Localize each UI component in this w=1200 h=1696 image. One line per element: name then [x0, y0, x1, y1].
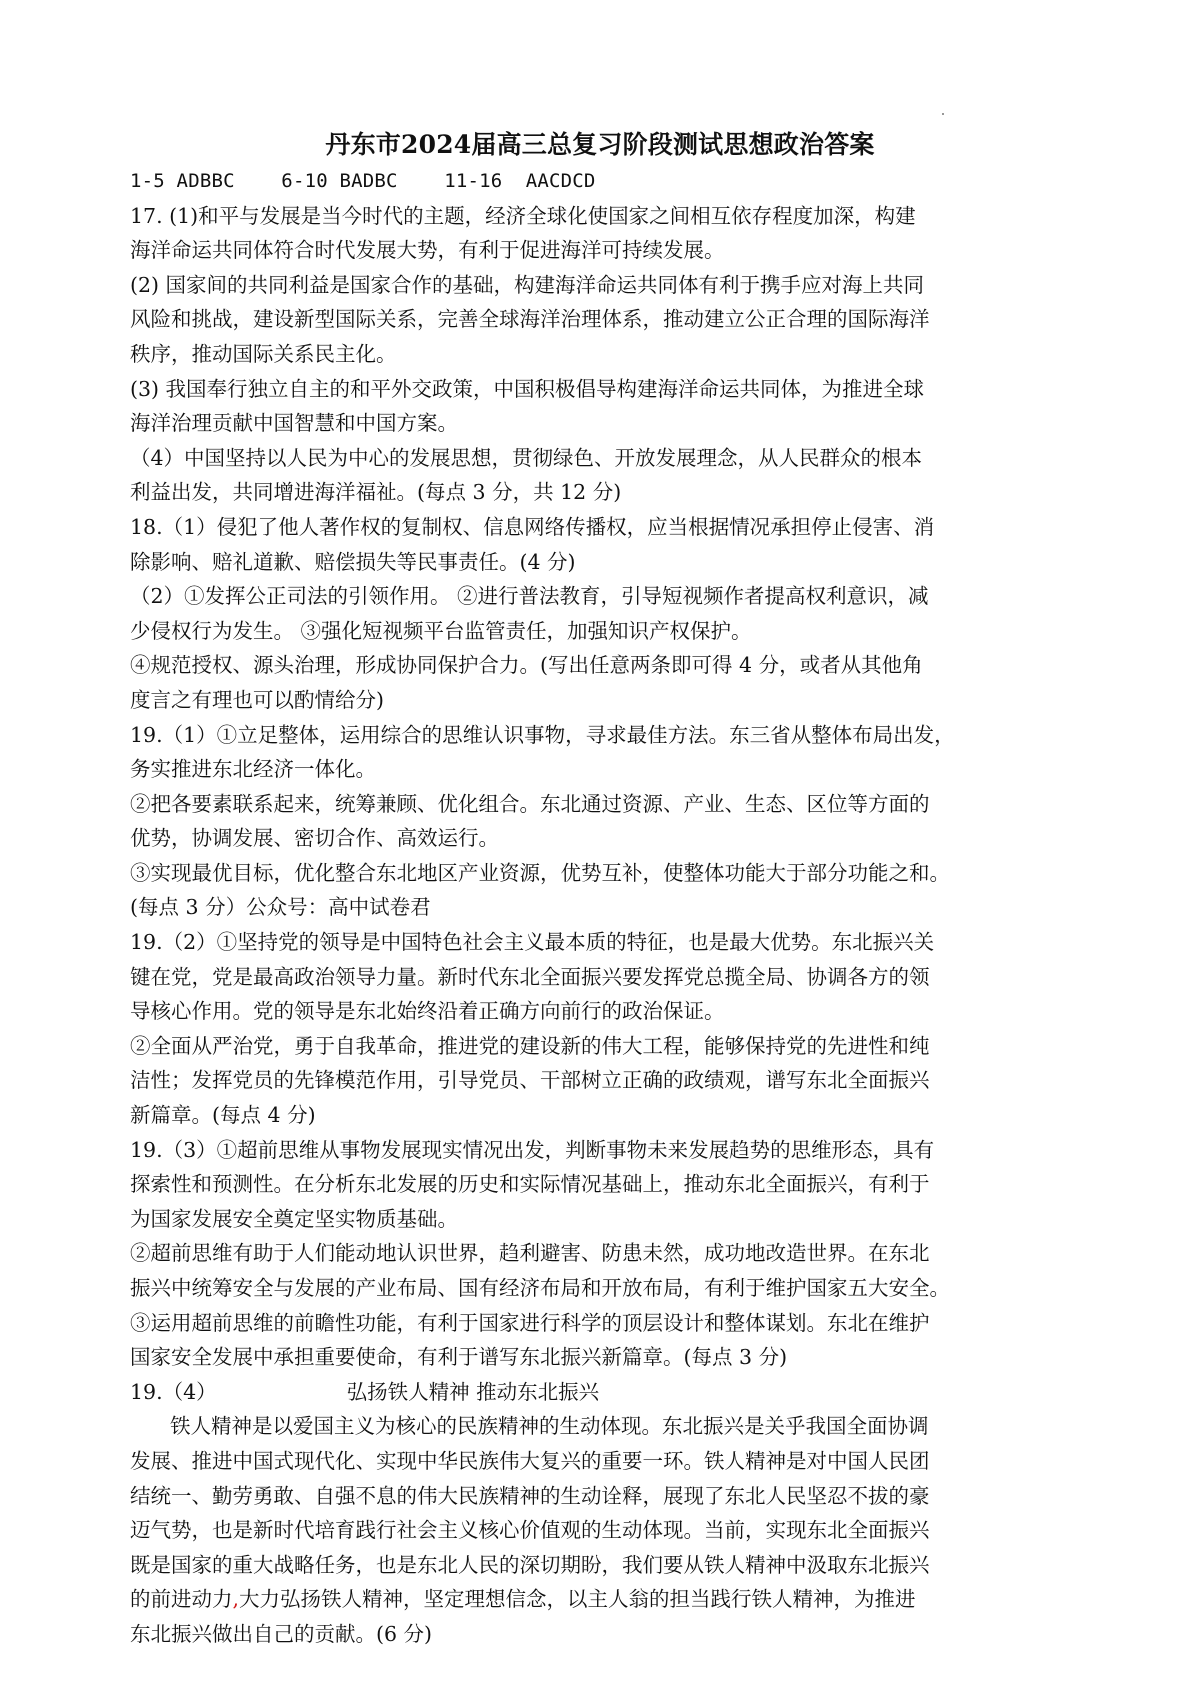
- essay-line: 东北振兴做出自己的贡献。(6 分): [130, 1621, 433, 1646]
- answer-line: 为国家发展安全奠定坚实物质基础。: [130, 1206, 458, 1231]
- essay-fragment: 的前进动力: [130, 1587, 233, 1612]
- answer-line: ③实现最优目标，优化整合东北地区产业资源，优势互补，使整体功能大于部分功能之和。: [130, 860, 950, 885]
- answer-line: 国家安全发展中承担重要使命，有利于谱写东北振兴新篇章。(每点 3 分): [130, 1345, 788, 1370]
- essay-label: 19.（4）: [130, 1379, 217, 1404]
- red-comma-mark: ,: [232, 1587, 240, 1612]
- answer-line: 少侵权行为发生。 ③强化短视频平台监管责任，加强知识产权保护。: [130, 618, 752, 643]
- answer-line: 19.（3）①超前思维从事物发展现实情况出发，判断事物未来发展趋势的思维形态，具有: [130, 1137, 935, 1162]
- answer-line: ③运用超前思维的前瞻性功能，有利于国家进行科学的顶层设计和整体谋划。东北在维护: [130, 1310, 930, 1335]
- answer-line: ②超前思维有助于人们能动地认识世界，趋利避害、防患未然，成功地改造世界。在东北: [130, 1241, 930, 1266]
- answer-line: ②把各要素联系起来，统筹兼顾、优化组合。东北通过资源、产业、生态、区位等方面的: [130, 791, 930, 816]
- answer-line: 度言之有理也可以酌情给分): [130, 687, 384, 712]
- answer-line: 风险和挑战，建设新型国际关系，完善全球海洋治理体系，推动建立公正合理的国际海洋: [130, 307, 930, 332]
- essay-heading: [130, 1375, 1082, 1410]
- answer-line: 18.（1）侵犯了他人著作权的复制权、信息网络传播权，应当根据情况承担停止侵害、消: [130, 514, 935, 539]
- essay-line: 铁人精神是以爱国主义为核心的民族精神的生动体现。东北振兴是关乎我国全面协调: [170, 1414, 929, 1439]
- essay-fragment: 大力弘扬铁人精神，坚定理想信念，以主人翁的担当践行铁人精神，为推进: [239, 1587, 916, 1612]
- answer-line: 17. (1)和平与发展是当今时代的主题，经济全球化使国家之间相互依存程度加深，构建: [130, 203, 916, 228]
- essay-line: 既是国家的重大战略任务，也是东北人民的深切期盼，我们要从铁人精神中汲取东北振兴: [130, 1552, 930, 1577]
- answer-line: （4）中国坚持以人民为中心的发展思想，贯彻绿色、开放发展理念，从人民群众的根本: [130, 445, 923, 470]
- answer-line: 海洋治理贡献中国智慧和中国方案。: [130, 411, 458, 436]
- scan-speck: [942, 113, 944, 115]
- essay-line: [130, 1582, 1082, 1617]
- answer-line: ④规范授权、源头治理，形成协同保护合力。(写出任意两条即可得 4 分，或者从其他角: [130, 653, 923, 678]
- page-title: 丹东市2024届高三总复习阶段测试思想政治答案: [325, 130, 875, 159]
- answer-line: 优势，协调发展、密切合作、高效运行。: [130, 826, 499, 851]
- answer-line: ②全面从严治党，勇于自我革命，推进党的建设新的伟大工程，能够保持党的先进性和纯: [130, 1033, 930, 1058]
- answer-line: 除影响、赔礼道歉、赔偿损失等民事责任。(4 分): [130, 549, 576, 574]
- answer-line: 键在党，党是最高政治领导力量。新时代东北全面振兴要发挥党总揽全局、协调各方的领: [130, 964, 930, 989]
- essay-line: 迈气势，也是新时代培育践行社会主义核心价值观的生动体现。当前，实现东北全面振兴: [130, 1518, 930, 1543]
- answer-line: (2) 国家间的共同利益是国家合作的基础，构建海洋命运共同体有利于携手应对海上共同: [130, 272, 925, 297]
- answer-line: 探索性和预测性。在分析东北发展的历史和实际情况基础上，推动东北全面振兴，有利于: [130, 1172, 930, 1197]
- essay-line: 结统一、勤劳勇敢、自强不息的伟大民族精神的生动诠释，展现了东北人民坚忍不拔的豪: [130, 1483, 930, 1508]
- answer-body: [130, 164, 1082, 1652]
- answer-line: （2）①发挥公正司法的引领作用。 ②进行普法教育，引导短视频作者提高权利意识，减: [130, 584, 929, 609]
- answer-line: (3) 我国奉行独立自主的和平外交政策，中国积极倡导构建海洋命运共同体，为推进全球: [130, 376, 925, 401]
- essay-line: 发展、推进中国式现代化、实现中华民族伟大复兴的重要一环。铁人精神是对中国人民团: [130, 1448, 930, 1473]
- answer-line: 海洋命运共同体符合时代发展大势，有利于促进海洋可持续发展。: [130, 238, 725, 263]
- answer-line: 秩序，推动国际关系民主化。: [130, 341, 397, 366]
- essay-title: 弘扬铁人精神 推动东北振兴: [346, 1379, 600, 1404]
- answer-line: 洁性；发挥党员的先锋模范作用，引导党员、干部树立正确的政绩观，谱写东北全面振兴: [130, 1068, 930, 1093]
- answer-line: 新篇章。(每点 4 分): [130, 1103, 316, 1128]
- choice-answers: 1-5 ADBBC 6-10 BADBC 11-16 AACDCD: [130, 170, 596, 192]
- answer-line: 务实推进东北经济一体化。: [130, 757, 376, 782]
- answer-line: 振兴中统筹安全与发展的产业布局、国有经济布局和开放布局，有利于维护国家五大安全。: [130, 1276, 950, 1300]
- answer-line: 利益出发，共同增进海洋福祉。(每点 3 分，共 12 分): [130, 480, 622, 505]
- answer-line: (每点 3 分）公众号：高中试卷君: [130, 895, 431, 920]
- answer-line: 19.（1）①立足整体，运用综合的思维认识事物，寻求最佳方法。东三省从整体布局出发，: [130, 722, 955, 747]
- answer-line: 19.（2）①坚持党的领导是中国特色社会主义最本质的特征，也是最大优势。东北振兴关: [130, 930, 935, 955]
- answer-line: 导核心作用。党的领导是东北始终沿着正确方向前行的政治保证。: [130, 999, 725, 1024]
